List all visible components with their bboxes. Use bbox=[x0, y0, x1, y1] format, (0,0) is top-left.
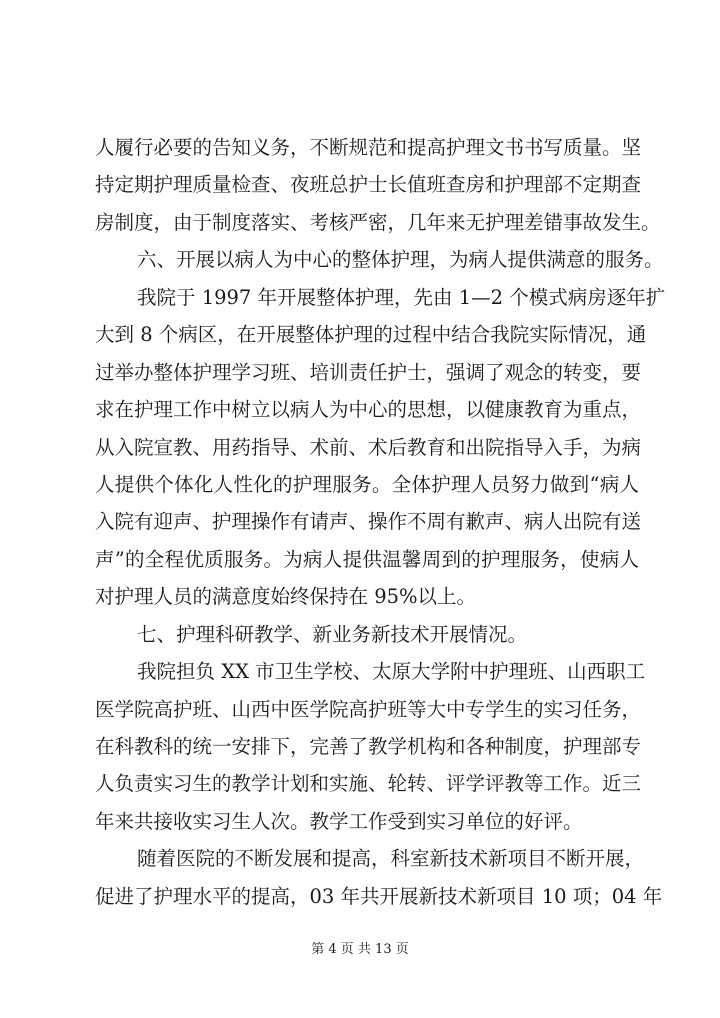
text-line: 人提供个体化人性化的护理服务。全体护理人员努力做到“病人 bbox=[95, 472, 639, 496]
text-line: 六、开展以病人为中心的整体护理，为病人提供满意的服务。 bbox=[137, 248, 664, 272]
text-line: 在科教科的统一安排下，完善了教学机构和各种制度，护理部专 bbox=[95, 735, 642, 758]
text-line: 我院于 1997 年开展整体护理，先由 1—2 个模式病房逐年扩 bbox=[137, 285, 666, 309]
text-line: 过举办整体护理学习班、培训责任护士，强调了观念的转变，要 bbox=[95, 360, 642, 384]
text-line: 随着医院的不断发展和提高，科室新技术新项目不断开展， bbox=[137, 847, 645, 871]
text-line: 促进了护理水平的提高，03 年共开展新技术新项目 10 项；04 年 bbox=[95, 884, 663, 908]
text-line: 大到 8 个病区，在开展整体护理的过程中结合我院实际情况，通 bbox=[95, 323, 647, 347]
text-line: 入院有迎声、护理操作有请声、操作不周有歉声、病人出院有送 bbox=[95, 510, 642, 534]
text-line: 房制度，由于制度落实、考核严密，几年来无护理差错事故发生。 bbox=[95, 210, 661, 234]
text-line: 人履行必要的告知义务，不断规范和提高护理文书书写质量。坚 bbox=[95, 136, 642, 159]
text-line: 七、护理科研教学、新业务新技术开展情况。 bbox=[137, 622, 528, 646]
text-line: 求在护理工作中树立以病人为中心的思想，以健康教育为重点， bbox=[95, 398, 642, 422]
text-line: 对护理人员的满意度始终保持在 95%以上。 bbox=[95, 585, 477, 609]
text-line: 我院担负 XX 市卫生学校、太原大学附中护理班、山西职工 bbox=[137, 660, 646, 684]
page-footer: 第 4 页 共 13 页 bbox=[311, 942, 409, 957]
text-line: 从入院宣教、用药指导、术前、术后教育和出院指导入手，为病 bbox=[95, 435, 642, 459]
text-line: 医学院高护班、山西中医学院高护班等大中专学生的实习任务， bbox=[95, 697, 642, 721]
text-line: 年来共接收实习生人次。教学工作受到实习单位的好评。 bbox=[95, 809, 583, 833]
document-body bbox=[95, 129, 666, 915]
text-line: 声”的全程优质服务。为病人提供温馨周到的护理服务，使病人 bbox=[95, 547, 639, 571]
text-line: 人负责实习生的教学计划和实施、轮转、评学评教等工作。近三 bbox=[95, 772, 642, 796]
text-line: 持定期护理质量检查、夜班总护士长值班查房和护理部不定期查 bbox=[95, 173, 642, 197]
